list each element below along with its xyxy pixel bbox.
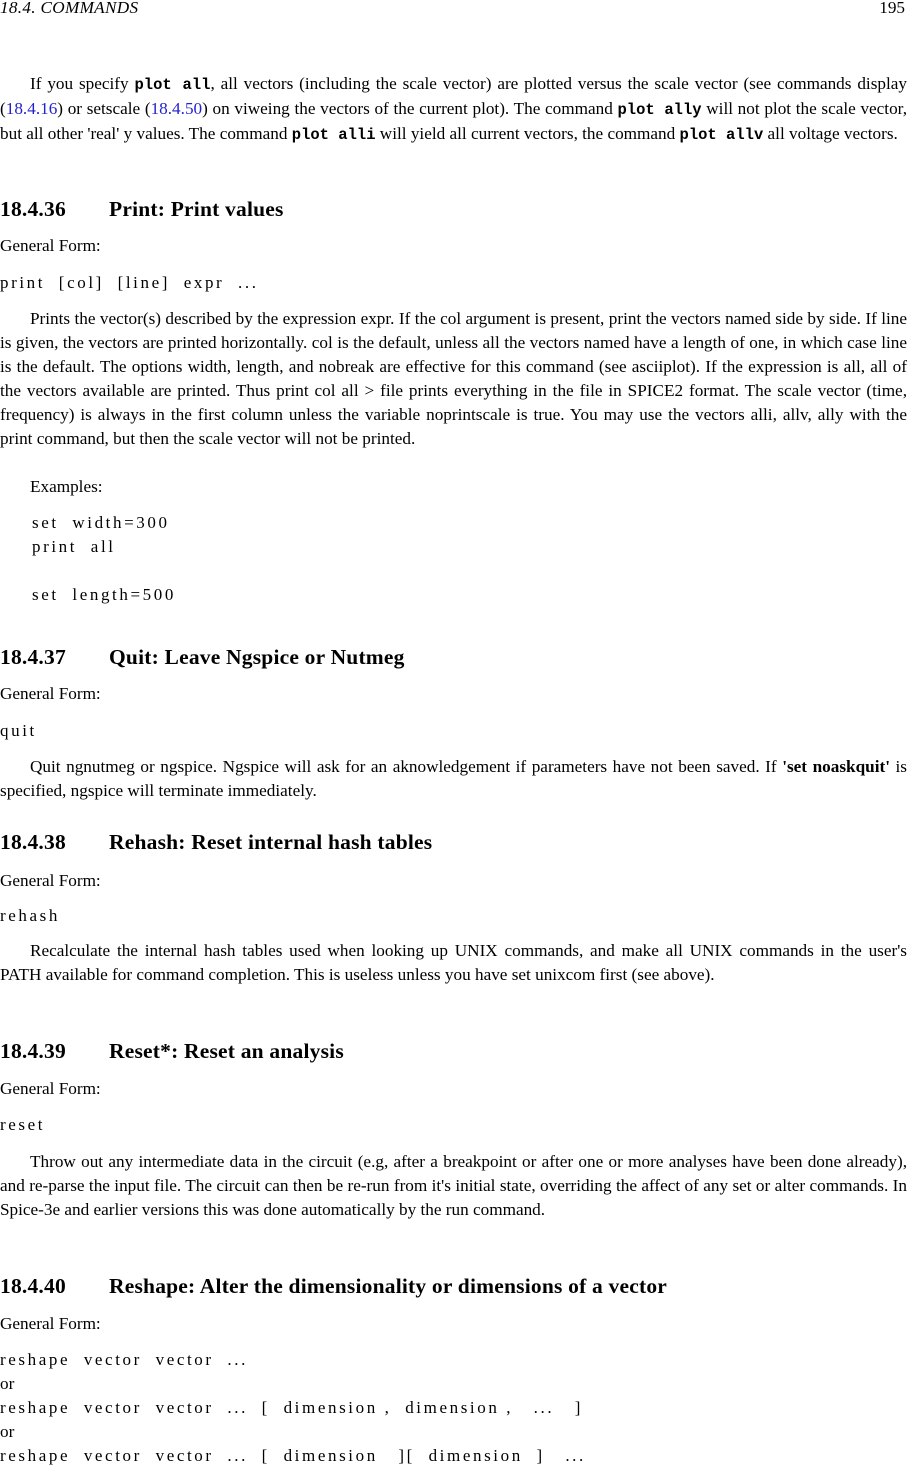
section-title: Print: Print values [109,197,284,221]
section-title: Reset*: Reset an analysis [109,1039,344,1063]
section-number: 18.4.38 [0,830,66,854]
section-heading [0,643,907,671]
examples-label: Examples: [30,477,103,496]
rehash-syntax: rehash [0,906,60,925]
section-title: Quit: Leave Ngspice or Nutmeg [109,645,405,669]
text: ) or setscale ( [57,99,151,118]
code-plot-alli: plot alli [291,126,376,144]
section-18-4-39 [0,1037,907,1065]
section-18-4-36 [0,195,907,223]
section-title: Rehash: Reset internal hash tables [109,830,433,854]
reset-syntax: reset [0,1115,46,1134]
section-heading [0,828,907,856]
reset-description [0,1150,907,1222]
section-18-4-40 [0,1272,907,1300]
example-line-3: set length=500 [32,585,176,604]
text: will not plot the scale vector, but all other 'real' y values. The command [0,99,907,143]
general-form-label: General Form: [0,236,101,255]
paragraph: Throw out any intermediate data in the circuit (e.g, after a breakpoint or after one or more analyses have been done already), and re-parse the input file. The circuit can then be re-run from it's initial state, overriding the affect of any set or alter commands. In Spice-3e and earlier versions this was done automatically by the run command. [0,1152,907,1219]
code-plot-ally: plot ally [617,101,702,119]
code-plot-allv: plot allv [679,126,764,144]
section-number: 18.4.36 [0,197,66,221]
page-number: 195 [879,0,905,17]
section-heading [0,1037,907,1065]
running-section-title: 18.4. COMMANDS [0,0,139,17]
or-separator: or [0,1422,15,1441]
link-18-4-50[interactable]: 18.4.50 [150,99,203,118]
quit-description [0,755,907,803]
code-plot-all: plot all [134,76,211,94]
example-line-2: print all [32,537,116,556]
rehash-description [0,939,907,987]
text: will yield all current vectors, the command [375,124,680,143]
paragraph: Recalculate the internal hash tables used when looking up UNIX commands, and make all UNIX commands in the user's PATH available for command completion. This is useless unless you have set unixcom first (see above). [0,941,907,984]
reshape-syntax-2: reshape vector vector ... [ dimension , dimension , ... ] [0,1398,584,1417]
bold-option: 'set noaskquit' [782,757,890,776]
text: is specified, ngspice will terminate immediately. [0,757,907,800]
section-18-4-37 [0,643,907,671]
intro-paragraph-block [0,72,907,147]
section-number: 18.4.40 [0,1274,66,1298]
or-separator: or [0,1374,15,1393]
link-18-4-16[interactable]: 18.4.16 [5,99,58,118]
general-form-label: General Form: [0,1314,101,1333]
paragraph [0,755,907,803]
page-header [0,0,907,20]
section-18-4-38 [0,828,907,856]
reshape-syntax-3: reshape vector vector ... [ dimension ][ dimension ] ... [0,1446,586,1465]
intro-paragraph [0,72,907,147]
text: , all vectors (including the scale vector) are plotted versus the scale vector (see commands display ( [0,74,907,118]
section-number: 18.4.37 [0,645,66,669]
reshape-syntax-1: reshape vector vector ... [0,1350,248,1369]
text: ) on viweing the vectors of the current plot). The command [202,99,618,118]
text: all voltage vectors. [763,124,898,143]
general-form-label: General Form: [0,1079,101,1098]
print-syntax: print [col] [line] expr ... [0,273,259,292]
print-description [0,307,907,451]
text: Quit ngnutmeg or ngspice. Ngspice will ask for an aknowledgement if parameters have not been saved. If [30,757,783,776]
example-line-1: set width=300 [32,513,170,532]
section-title: Reshape: Alter the dimensionality or dimensions of a vector [109,1274,668,1298]
general-form-label: General Form: [0,684,101,703]
section-number: 18.4.39 [0,1039,66,1063]
text: If you specify [30,74,135,93]
section-heading [0,1272,907,1300]
quit-syntax: quit [0,721,37,740]
general-form-label: General Form: [0,871,101,890]
section-heading [0,195,907,223]
paragraph: Prints the vector(s) described by the expression expr. If the col argument is present, print the vectors named side by side. If line is given, the vectors are printed horizontally. col is the default, unless all the vectors named have a length of one, in which case line is the default. The options width, length, and nobreak are effective for this command (see asciiplot). If the expression is all, all of the vectors available are printed. Thus print col all > file prints everything in the file in SPICE2 format. The scale vector (time, frequency) is always in the first column unless the variable noprintscale is true. You may use the vectors alli, allv, ally with the print command, but then the scale vector will not be printed. [0,309,907,448]
